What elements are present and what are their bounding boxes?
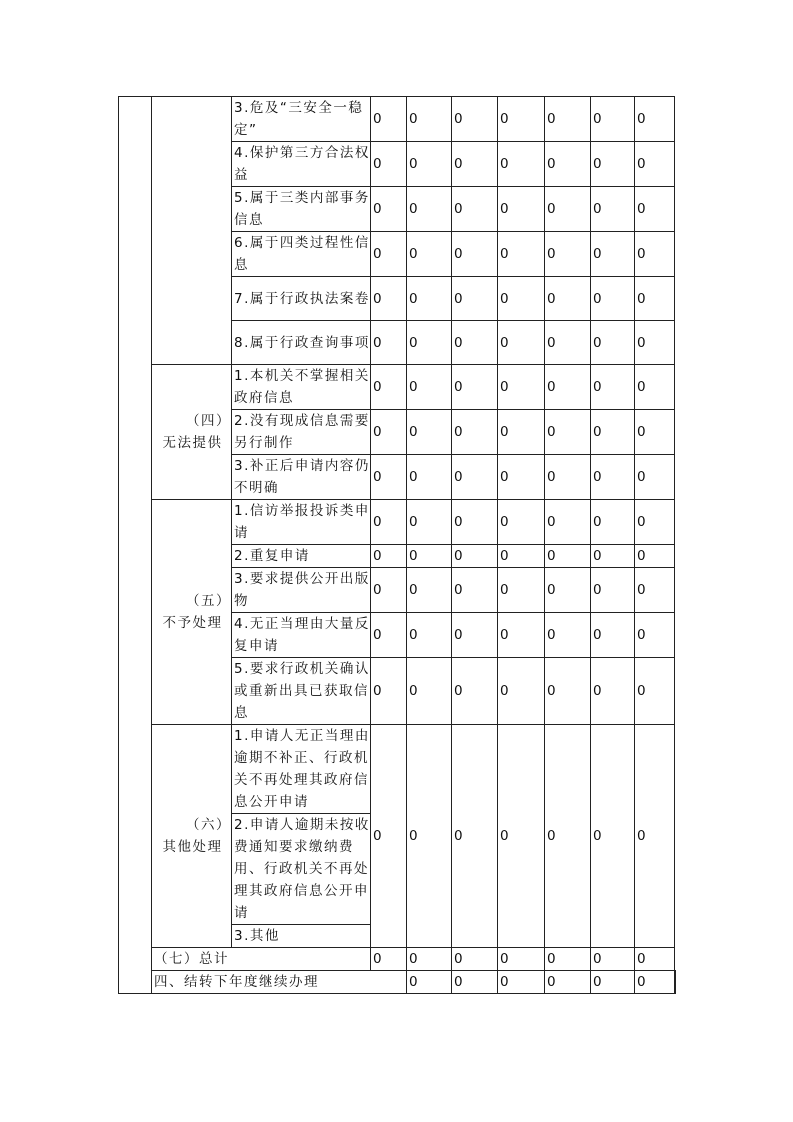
row-label: 2.重复申请: [232, 545, 371, 568]
value-cell: 0: [591, 500, 635, 545]
value-cell: 0: [371, 187, 407, 232]
value-cell: 0: [407, 500, 452, 545]
value-cell: 0: [498, 568, 545, 613]
row-label: 4.无正当理由大量反复申请: [232, 613, 371, 658]
value-cell: 0: [371, 455, 407, 500]
value-cell: 0: [407, 187, 452, 232]
value-cell: 0: [407, 725, 452, 948]
value-cell: 0: [407, 545, 452, 568]
value-cell: 0: [545, 545, 591, 568]
value-cell: 0: [635, 277, 675, 321]
value-cell: 0: [545, 277, 591, 321]
value-cell: 0: [545, 500, 591, 545]
value-cell: 0: [498, 545, 545, 568]
value-cell: 0: [371, 568, 407, 613]
value-cell: 0: [635, 365, 675, 410]
value-cell: 0: [635, 142, 675, 187]
value-cell: 0: [452, 613, 498, 658]
value-cell: 0: [591, 142, 635, 187]
group-name: 其他处理: [162, 839, 223, 855]
value-cell: 0: [371, 658, 407, 725]
value-cell: 0: [635, 500, 675, 545]
table-row: [119, 725, 676, 814]
group-4-label: [152, 365, 232, 500]
value-cell: 0: [452, 455, 498, 500]
row-label: 3.危及“三安全一稳定”: [232, 97, 371, 142]
value-cell: 0: [371, 142, 407, 187]
value-cell: 0: [545, 321, 591, 365]
value-cell: 0: [545, 232, 591, 277]
row-label: 1.本机关不掌握相关政府信息: [232, 365, 371, 410]
value-cell: 0: [407, 948, 452, 971]
value-cell: 0: [591, 277, 635, 321]
row-label: 1.信访举报投诉类申请: [232, 500, 371, 545]
value-cell: 0: [498, 321, 545, 365]
value-cell: 0: [407, 568, 452, 613]
value-cell: 0: [591, 321, 635, 365]
table-body: [119, 97, 676, 994]
value-cell: 0: [407, 658, 452, 725]
value-cell: 0: [591, 365, 635, 410]
row-label: 3.其他: [232, 925, 371, 948]
value-cell: 0: [545, 613, 591, 658]
value-cell: 0: [545, 658, 591, 725]
value-cell: 0: [635, 545, 675, 568]
value-cell: 0: [407, 232, 452, 277]
table-row: [119, 500, 676, 545]
group-3-cell: [152, 97, 232, 365]
value-cell: 0: [452, 410, 498, 455]
value-cell: 0: [498, 187, 545, 232]
value-cell: 0: [407, 142, 452, 187]
value-cell: 0: [591, 232, 635, 277]
value-cell: [675, 971, 676, 994]
value-cell: 0: [545, 948, 591, 971]
value-cell: 0: [635, 187, 675, 232]
value-cell: 0: [371, 97, 407, 142]
value-cell: 0: [452, 365, 498, 410]
value-cell: 0: [452, 232, 498, 277]
row-label: 3.要求提供公开出版物: [232, 568, 371, 613]
value-cell: 0: [371, 321, 407, 365]
group-number: （五）: [186, 593, 231, 609]
value-cell: 0: [407, 321, 452, 365]
value-cell: 0: [545, 187, 591, 232]
value-cell: 0: [407, 613, 452, 658]
group-5-label: [152, 500, 232, 725]
value-cell: 0: [635, 232, 675, 277]
group-number: （四）: [186, 413, 231, 429]
value-cell: 0: [452, 971, 498, 994]
group-name: 无法提供: [162, 435, 223, 451]
table-row: [119, 97, 676, 142]
value-cell: 0: [591, 187, 635, 232]
value-cell: 0: [591, 568, 635, 613]
value-cell: 0: [591, 948, 635, 971]
value-cell: 0: [591, 971, 635, 994]
section-outer-cell: [119, 97, 152, 994]
group-name: 不予处理: [162, 615, 223, 631]
row-label: 8.属于行政查询事项: [232, 321, 371, 365]
value-cell: 0: [452, 500, 498, 545]
group-number: （六）: [186, 817, 231, 833]
value-cell: 0: [635, 658, 675, 725]
value-cell: 0: [452, 187, 498, 232]
value-cell: 0: [371, 613, 407, 658]
value-cell: 0: [452, 658, 498, 725]
value-cell: 0: [498, 613, 545, 658]
value-cell: 0: [498, 725, 545, 948]
row-label: 5.属于三类内部事务信息: [232, 187, 371, 232]
value-cell: 0: [635, 725, 675, 948]
value-cell: 0: [545, 971, 591, 994]
row-label: 5.要求行政机关确认或重新出具已获取信息: [232, 658, 371, 725]
value-cell: 0: [407, 971, 452, 994]
value-cell: 0: [498, 365, 545, 410]
value-cell: 0: [591, 97, 635, 142]
value-cell: 0: [371, 365, 407, 410]
value-cell: 0: [371, 725, 407, 948]
value-cell: 0: [635, 321, 675, 365]
value-cell: 0: [591, 545, 635, 568]
value-cell: 0: [498, 500, 545, 545]
value-cell: 0: [545, 410, 591, 455]
value-cell: 0: [545, 365, 591, 410]
value-cell: 0: [371, 410, 407, 455]
carryover-row: [119, 971, 676, 994]
value-cell: 0: [371, 948, 407, 971]
value-cell: 0: [452, 568, 498, 613]
group-6-label: [152, 725, 232, 948]
value-cell: 0: [371, 500, 407, 545]
value-cell: 0: [635, 97, 675, 142]
value-cell: 0: [407, 455, 452, 500]
value-cell: 0: [452, 948, 498, 971]
value-cell: 0: [407, 410, 452, 455]
value-cell: 0: [498, 658, 545, 725]
total-row: [119, 948, 676, 971]
row-label: 3.补正后申请内容仍不明确: [232, 455, 371, 500]
value-cell: 0: [498, 277, 545, 321]
value-cell: 0: [498, 948, 545, 971]
value-cell: 0: [371, 545, 407, 568]
row-label: 1.申请人无正当理由逾期不补正、行政机关不再处理其政府信息公开申请: [232, 725, 371, 814]
value-cell: 0: [452, 725, 498, 948]
value-cell: 0: [545, 97, 591, 142]
statistics-table: [118, 96, 676, 994]
value-cell: 0: [498, 455, 545, 500]
carryover-label: 四、结转下年度继续办理: [152, 971, 407, 994]
value-cell: 0: [591, 613, 635, 658]
table-row: [119, 365, 676, 410]
value-cell: 0: [498, 97, 545, 142]
value-cell: 0: [371, 277, 407, 321]
value-cell: 0: [591, 410, 635, 455]
row-label: 7.属于行政执法案卷: [232, 277, 371, 321]
value-cell: 0: [407, 277, 452, 321]
value-cell: 0: [452, 545, 498, 568]
value-cell: 0: [452, 321, 498, 365]
value-cell: 0: [635, 948, 675, 971]
value-cell: 0: [371, 232, 407, 277]
row-label: 4.保护第三方合法权益: [232, 142, 371, 187]
value-cell: 0: [498, 971, 545, 994]
value-cell: 0: [452, 142, 498, 187]
value-cell: 0: [545, 142, 591, 187]
value-cell: 0: [452, 97, 498, 142]
value-cell: 0: [635, 568, 675, 613]
value-cell: 0: [407, 97, 452, 142]
value-cell: 0: [498, 142, 545, 187]
value-cell: 0: [635, 410, 675, 455]
value-cell: 0: [407, 365, 452, 410]
value-cell: 0: [498, 232, 545, 277]
value-cell: 0: [545, 455, 591, 500]
value-cell: 0: [635, 613, 675, 658]
total-label: （七）总计: [152, 948, 371, 971]
row-label: 2.申请人逾期未按收费通知要求缴纳费用、行政机关不再处理其政府信息公开申请: [232, 814, 371, 925]
value-cell: 0: [545, 725, 591, 948]
row-label: 2.没有现成信息需要另行制作: [232, 410, 371, 455]
value-cell: 0: [591, 658, 635, 725]
value-cell: 0: [635, 971, 675, 994]
value-cell: 0: [452, 277, 498, 321]
value-cell: 0: [591, 725, 635, 948]
row-label: 6.属于四类过程性信息: [232, 232, 371, 277]
value-cell: 0: [498, 410, 545, 455]
value-cell: 0: [635, 455, 675, 500]
value-cell: 0: [591, 455, 635, 500]
value-cell: 0: [545, 568, 591, 613]
